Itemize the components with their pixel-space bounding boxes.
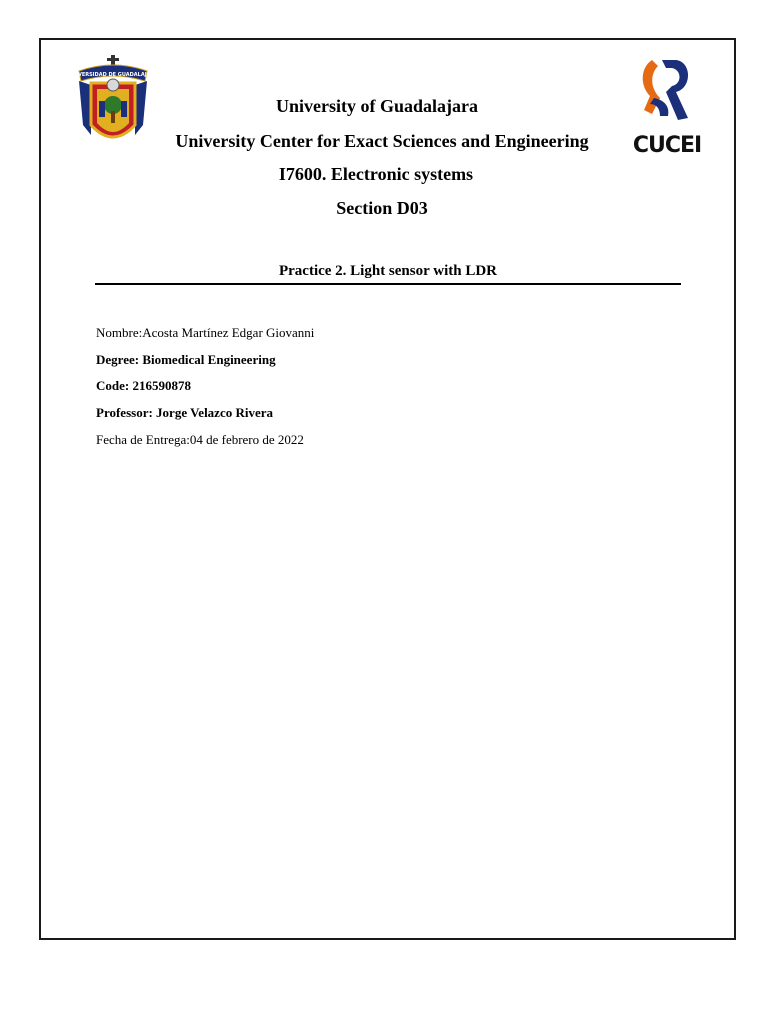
svg-text:UNIVERSIDAD DE GUADALAJARA: UNIVERSIDAD DE GUADALAJARA	[67, 72, 159, 78]
delivery-date: Fecha de Entrega:04 de febrero de 2022	[96, 432, 304, 447]
university-name: University of Guadalajara	[276, 96, 478, 116]
student-name: Nombre:Acosta Martínez Edgar Giovanni	[96, 325, 315, 340]
section-name: Section D03	[336, 198, 428, 218]
center-name: University Center for Exact Sciences and Engineering	[175, 131, 589, 151]
svg-text:CUCEI: CUCEI	[632, 133, 702, 158]
course-name: I7600. Electronic systems	[278, 164, 474, 184]
practice-title: Practice 2. Light sensor with LDR	[278, 263, 498, 279]
professor: Professor: Jorge Velazco Rivera	[96, 405, 274, 420]
student-code: Code: 216590878	[96, 378, 191, 393]
title-divider	[95, 283, 681, 285]
degree: Degree: Biomedical Engineering	[96, 352, 276, 367]
